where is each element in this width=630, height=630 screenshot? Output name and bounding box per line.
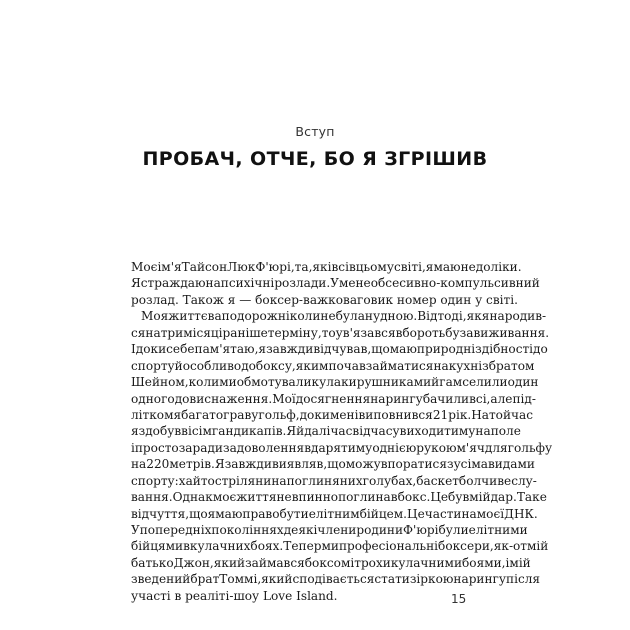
text-line: розлад. Також я — боксер-важковаговик номер один у світі. — [131, 292, 518, 307]
text-line: участі в реаліті-шоу Love Island. — [131, 588, 338, 603]
text-line: спорту: хай то стрілянина по глиняних голубах, баскетбол чи веслу- — [131, 473, 537, 488]
text-line: зведений брат Томмі, який сподівається стати зіркою на рингу після — [131, 572, 541, 587]
text-line: бійцями в кулачних боях. Тепер ми професіональні боксери, як-от мій — [131, 539, 549, 554]
text-line: У попередніх поколіннях деякі члени родини Ф'юрі були елітними — [131, 523, 528, 537]
text-line: Моє ім'я Тайсон Люк Ф'юрі, та, як і всі в цьому світі, я маю недоліки. — [131, 260, 522, 274]
text-line: відчуття, що я маю право бути елітним бійцем. Це частина моєї ДНК. — [131, 506, 538, 521]
chapter-label: Вступ — [295, 124, 335, 139]
text-line: Я страждаю на психічні розлади. У мене обсесивно-компульсивний — [131, 276, 540, 291]
page-number: 15 — [451, 592, 467, 606]
text-line: Шейном, коли ми обмотували кулаки рушниками й гамселили один — [131, 375, 539, 390]
text-line: І доки себе пам'ятаю, я завжди відчував, що маю природні здібності до — [131, 342, 548, 357]
text-line: на 220 метрів. Я завжди виявляв, що можу впоратися з усіма видами — [131, 457, 535, 472]
text-line: батько Джон, який займався боксом і трохи кулачними боями, і мій — [131, 555, 531, 570]
text-line: спорту й особливо до боксу, яким почав займатися на кухні з братом — [131, 358, 535, 373]
text-line: я здобув вісім гандикапів. Я й далі час від часу виходитиму на поле — [131, 424, 521, 439]
text-line: Моя життєва подорож ніколи не була нудною. Відтоді, як я народив- — [141, 309, 547, 324]
text-line: одного до виснаження. Мої досягнення на рингу бачили всі, але під- — [131, 391, 536, 406]
text-line: ся на три місяці раніше терміну, то ув'язався в боротьбу за виживання. — [131, 325, 550, 340]
body-text — [131, 259, 553, 604]
text-line: літком я багато грав у гольф, доки мені виповнився 21 рік. На той час — [131, 407, 534, 422]
chapter-title: ПРОБАЧ, ОТЧЕ, БО Я ЗГРІШИВ — [142, 148, 488, 170]
text-line: і просто заради задоволення вдарятиму однією рукою м'яч для гольфу — [131, 440, 553, 455]
text-line: вання. Однак моє життя невпинно поглинав бокс. Це був мій дар. Таке — [131, 490, 547, 505]
